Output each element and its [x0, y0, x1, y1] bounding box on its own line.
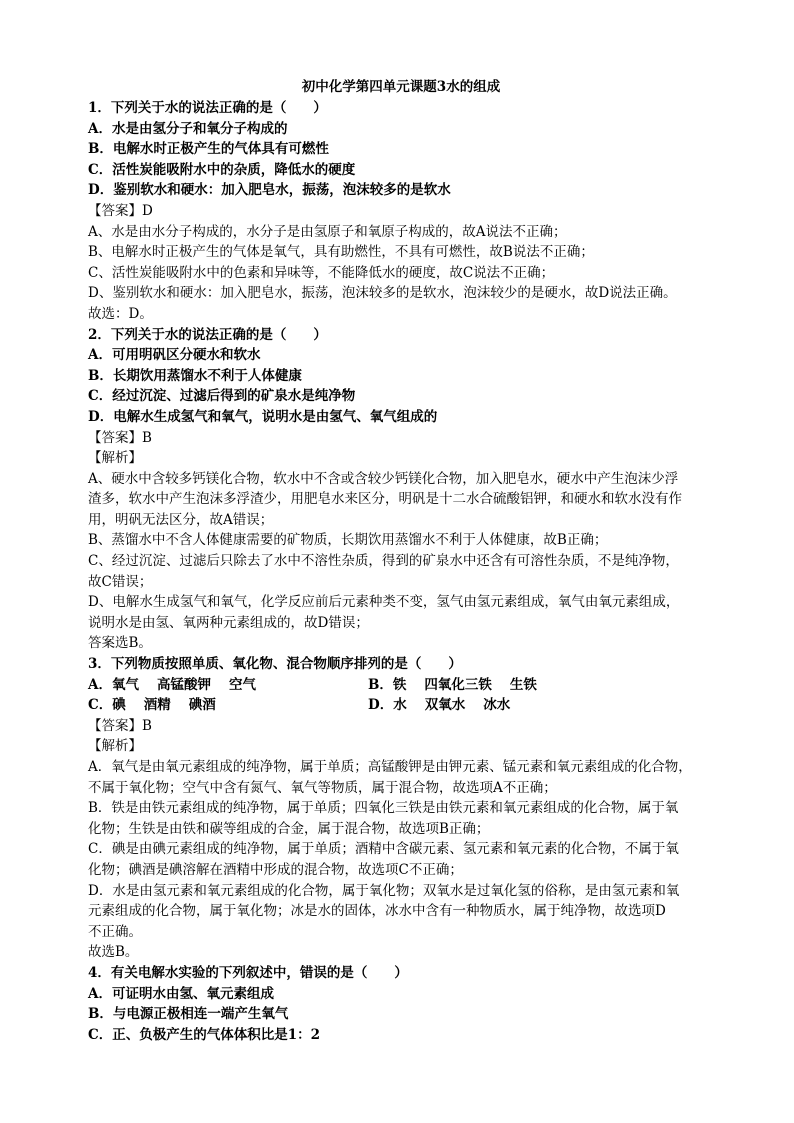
question-3-options — [88, 675, 714, 716]
text-line: A．可证明水由氢、氧元素组成 — [88, 985, 274, 1002]
option — [88, 675, 368, 696]
option — [88, 695, 368, 716]
text-line: C、活性炭能吸附水中的色素和异味等，不能降低水的硬度，故C说法不正确； — [88, 264, 555, 281]
text-line: 【解析】 — [88, 738, 142, 755]
text-line: 2．下列关于水的说法正确的是（ ） — [88, 326, 327, 343]
option-label: D．水 — [368, 697, 407, 714]
text-line: 3．下列物质按照单质、氧化物、混合物顺序排列的是（ ） — [88, 656, 462, 673]
text-line: A．氧气是由氧元素组成的纯净物，属于单质；高锰酸钾是由钾元素、锰元素和氧元素组成的化合物， — [88, 759, 692, 775]
text-line: 【答案】B — [88, 717, 152, 734]
option-item: 碘酒 — [188, 697, 216, 714]
option-item: 高锰酸钾 — [156, 676, 211, 693]
text-line: 【答案】B — [88, 429, 152, 446]
text-block-2 — [88, 716, 714, 1046]
option-item: 生铁 — [509, 676, 537, 693]
text-line: D．水是由氢元素和氧元素组成的化合物，属于氧化物；双氧水是过氧化氢的俗称，是由氢元素和氧 — [88, 882, 680, 899]
option — [368, 695, 648, 716]
text-line: C．活性炭能吸附水中的杂质，降低水的硬度 — [88, 161, 356, 178]
option-item: 双氧水 — [424, 697, 466, 714]
text-line: 【解析】 — [88, 450, 142, 467]
text-line: B．长期饮用蒸馏水不利于人体健康 — [88, 367, 302, 384]
text-line: B、蒸馏水中不含人体健康需要的矿物质，长期饮用蒸馏水不利于人体健康，故B正确； — [88, 532, 608, 549]
option-item: 冰水 — [483, 697, 511, 714]
text-line: C、经过沉淀、过滤后只除去了水中不溶性杂质，得到的矿泉水中还含有可溶性杂质，不是纯净物， — [88, 553, 679, 570]
text-line: D、电解水生成氢气和氧气，化学反应前后元素种类不变，氢气由氢元素组成，氧气由氧元素组成， — [88, 594, 680, 611]
text-line: 用，明矾无法区分，故A错误； — [88, 511, 274, 528]
text-line: 故选B。 — [88, 944, 139, 961]
text-line: D．电解水生成氢气和氧气，说明水是由氢气、氧气组成的 — [88, 408, 438, 425]
option-row — [88, 675, 714, 696]
document-page — [88, 76, 714, 1045]
text-line: B．铁是由铁元素组成的纯净物，属于单质；四氧化三铁是由铁元素和氧元素组成的化合物，属于氧 — [88, 800, 679, 817]
text-line: D．鉴别软水和硬水：加入肥皂水，振荡，泡沫较多的是软水 — [88, 182, 451, 199]
text-line: B．与电源正极相连一端产生氧气 — [88, 1006, 289, 1023]
document-title: 初中化学第四单元课题3水的组成 — [301, 79, 501, 95]
text-block-1 — [88, 98, 714, 675]
text-line: 4．有关电解水实验的下列叙述中，错误的是（ ） — [88, 964, 408, 981]
text-line: 化物；碘酒是碘溶解在酒精中形成的混合物，故选项C不正确； — [88, 861, 463, 878]
text-line: 化物；生铁是由铁和碳等组成的合金，属于混合物，故选项B正确； — [88, 820, 490, 837]
text-line: A、水是由水分子构成的，水分子是由氢原子和氧原子构成的，故A说法不正确； — [88, 223, 567, 240]
text-line: 1．下列关于水的说法正确的是（ ） — [88, 100, 327, 116]
text-line: C．碘是由碘元素组成的纯净物，属于单质；酒精中含碳元素、氢元素和氧元素的化合物，不属于氧 — [88, 841, 679, 858]
text-line: B、电解水时正极产生的气体是氧气，具有助燃性，不具有可燃性，故B说法不正确； — [88, 244, 594, 261]
text-line: A．水是由氢分子和氧分子构成的 — [88, 120, 288, 137]
option-label: C．碘 — [88, 697, 126, 714]
option-item: 四氧化三铁 — [424, 676, 492, 693]
text-line: A．可用明矾区分硬水和软水 — [88, 347, 261, 364]
option — [368, 675, 648, 696]
text-line: C．经过沉淀、过滤后得到的矿泉水是纯净物 — [88, 388, 356, 405]
text-line: A、硬水中含较多钙镁化合物，软水中不含或含较少钙镁化合物，加入肥皂水，硬水中产生泡沫少浮 — [88, 470, 679, 487]
text-line: 说明水是由氢、氧两种元素组成的，故D错误； — [88, 614, 369, 631]
text-line: C．正、负极产生的气体体积比是1：2 — [88, 1026, 321, 1043]
text-line: B．电解水时正极产生的气体具有可燃性 — [88, 141, 329, 158]
text-line: 答案选B。 — [88, 635, 152, 652]
text-line: 【答案】D — [88, 202, 153, 219]
text-line: 故C错误； — [88, 573, 153, 590]
option-label: A．氧气 — [88, 676, 139, 693]
text-line: 不属于氧化物；空气中含有氮气、氧气等物质，属于混合物，故选项A不正确； — [88, 779, 557, 796]
option-item: 空气 — [228, 676, 256, 693]
text-line: 故选：D。 — [88, 305, 153, 322]
text-line: D、鉴别软水和硬水：加入肥皂水，振荡，泡沫较多的是软水，泡沫较少的是硬水，故D说法正确。 — [88, 285, 677, 302]
option-item: 酒精 — [143, 697, 171, 714]
text-line: 元素组成的化合物，属于氧化物；冰是水的固体，冰水中含有一种物质水，属于纯净物，故选项D — [88, 903, 666, 920]
option-label: B．铁 — [368, 676, 407, 693]
option-row — [88, 695, 714, 716]
text-line: 不正确。 — [88, 923, 142, 940]
text-line: 渣多，软水中产生泡沫多浮渣少，用肥皂水来区分，明矾是十二水合硫酸铝钾，和硬水和软水没有作 — [88, 491, 682, 508]
